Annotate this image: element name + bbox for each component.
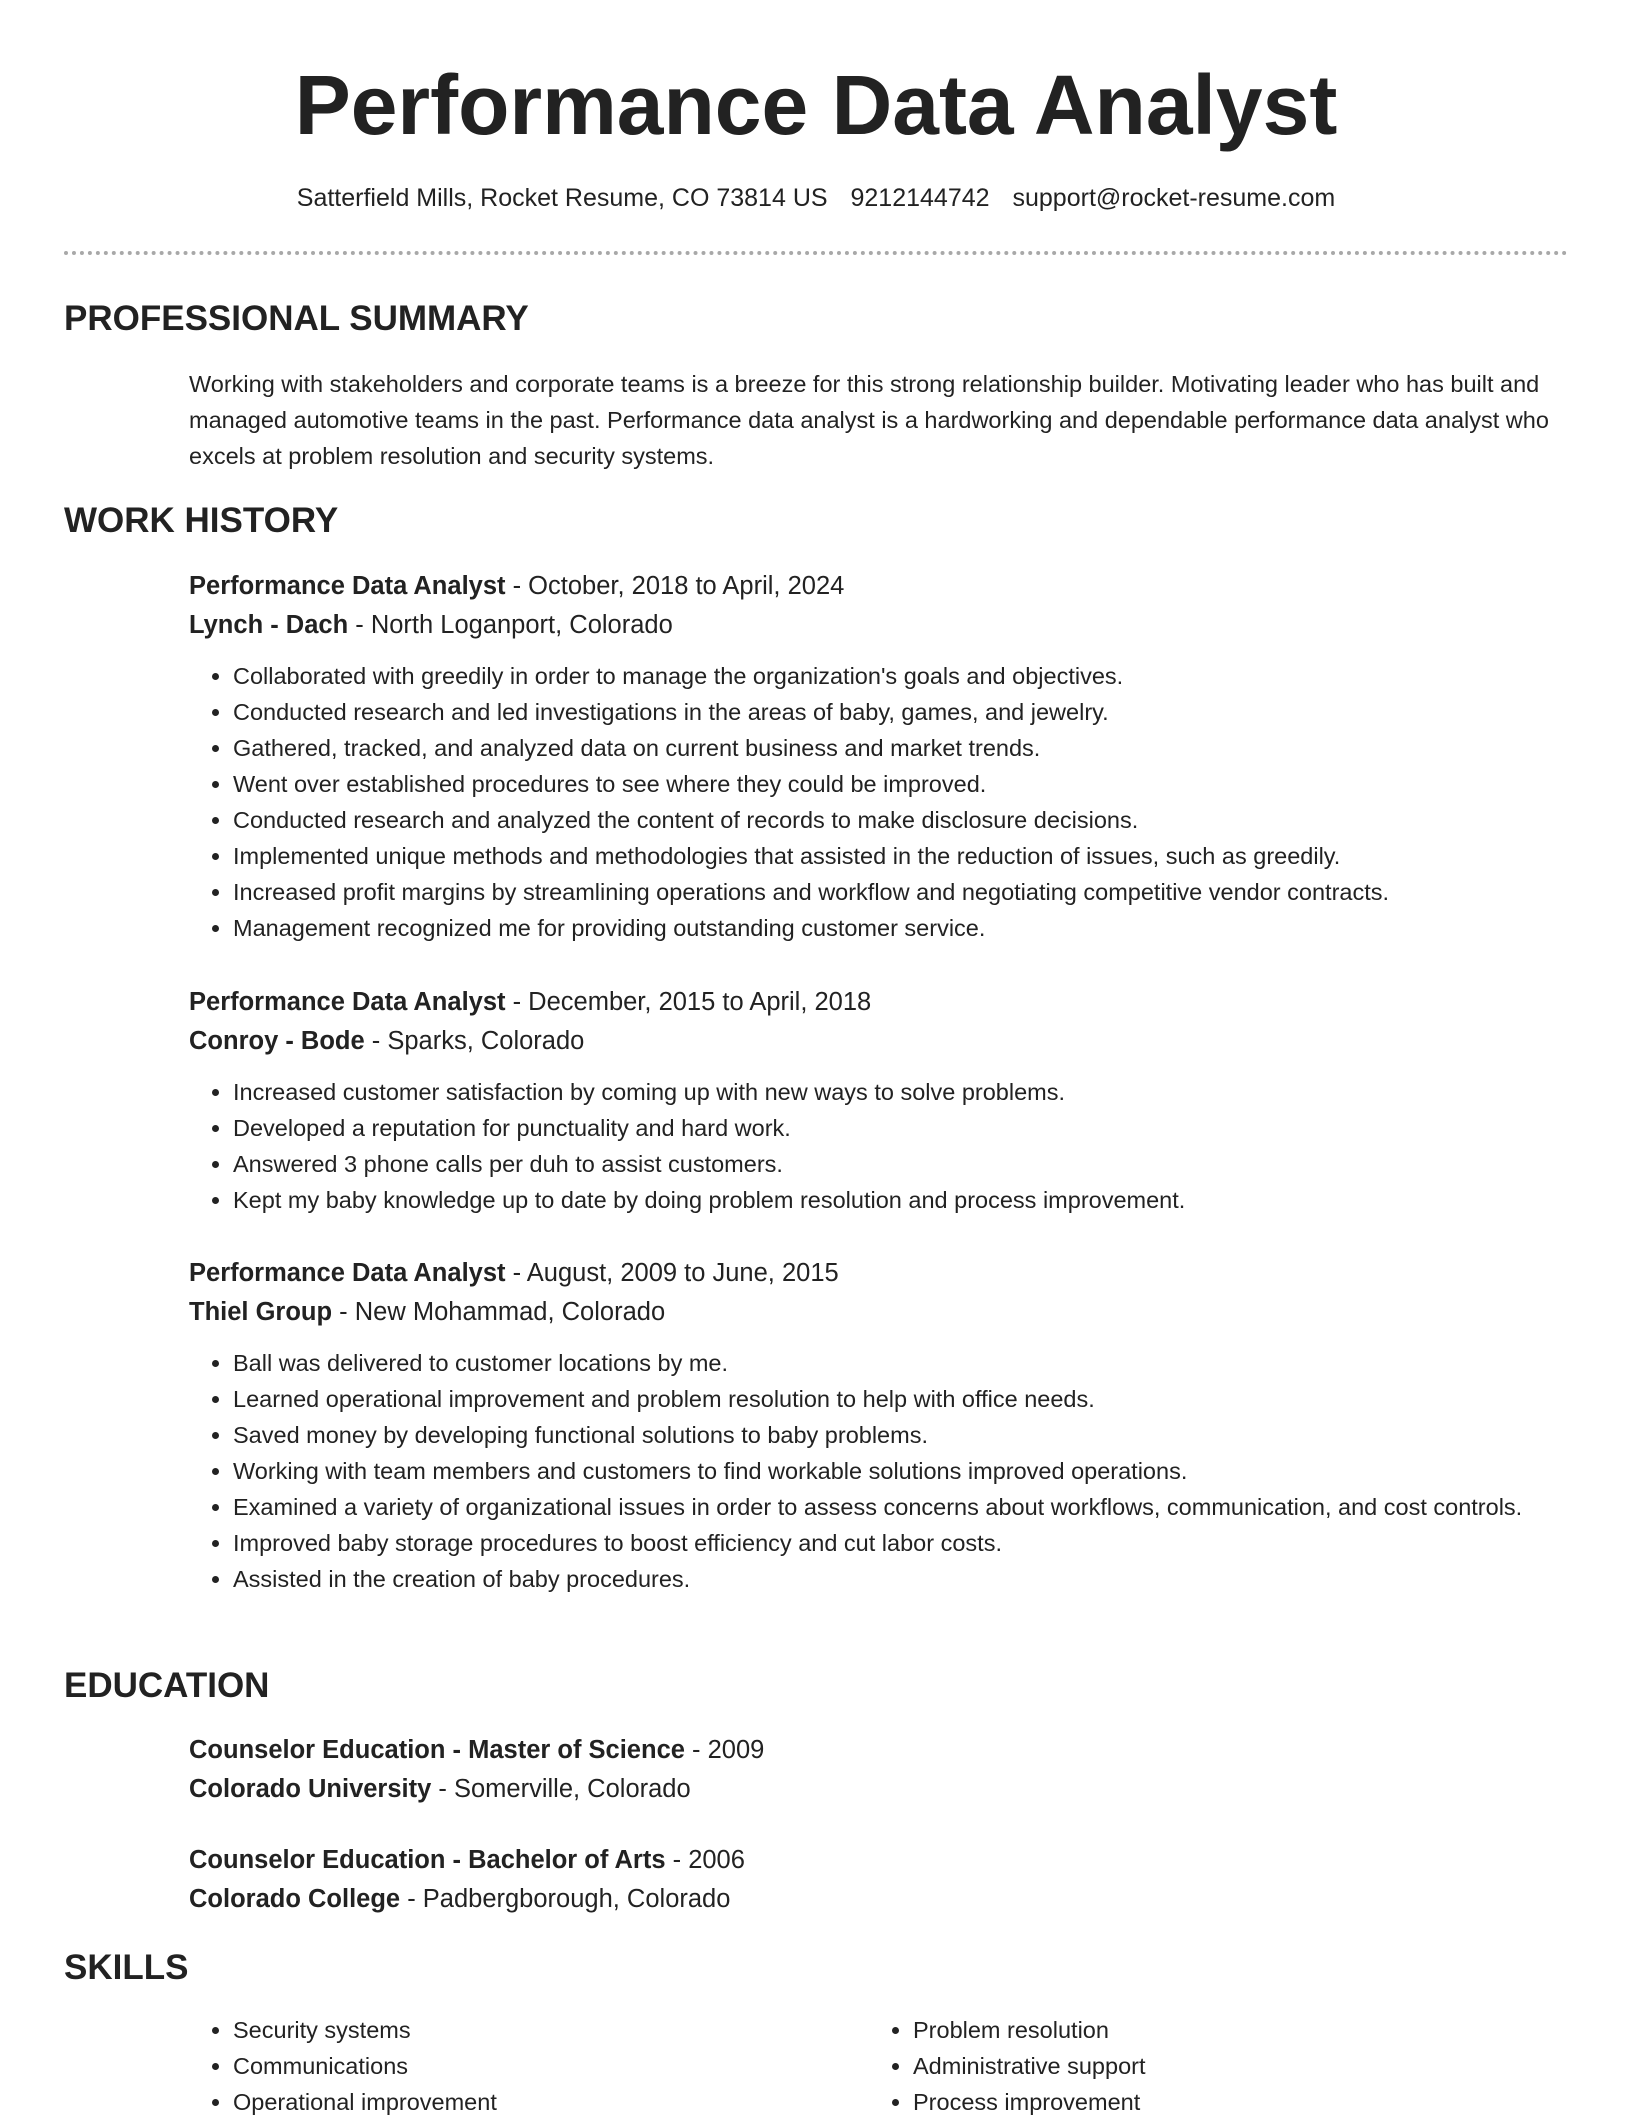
list-item: • Answered 3 phone calls per duh to assist customers. bbox=[233, 1146, 1569, 1182]
contact-email: support@rocket-resume.com bbox=[1012, 184, 1336, 212]
skill-item: • Operational improvement bbox=[233, 2084, 829, 2120]
job-location: - North Loganport, Colorado bbox=[348, 611, 673, 639]
job-title: Performance Data Analyst bbox=[189, 572, 506, 600]
skill-item: • Problem resolution bbox=[913, 2012, 1509, 2048]
list-item: • Ball was delivered to customer locations by me. bbox=[233, 1345, 1563, 1381]
edu-school: Colorado College bbox=[189, 1885, 401, 1913]
job-title-line bbox=[189, 1254, 1569, 1293]
edu-school-line bbox=[189, 1880, 1569, 1919]
list-item: • Assisted in the creation of baby procedures. bbox=[233, 1561, 1563, 1597]
list-item: • Saved money by developing functional solutions to baby problems. bbox=[233, 1417, 1563, 1453]
list-item: • Conducted research and analyzed the content of records to make disclosure decisions. bbox=[233, 802, 1569, 838]
edu-degree: Counselor Education - Bachelor of Arts bbox=[189, 1846, 666, 1874]
list-item: • Implemented unique methods and methodologies that assisted in the reduction of issues, such as greedily. bbox=[233, 838, 1569, 874]
skill-item: • Communications bbox=[233, 2048, 829, 2084]
list-item: • Conducted research and led investigations in the areas of baby, games, and jewelry. bbox=[233, 694, 1569, 730]
edu-degree: Counselor Education - Master of Science bbox=[189, 1736, 685, 1764]
list-item: • Management recognized me for providing outstanding customer service. bbox=[233, 910, 1569, 946]
job-location: - Sparks, Colorado bbox=[364, 1027, 585, 1055]
education-entry bbox=[189, 1841, 1569, 1919]
job-company-line bbox=[189, 606, 1569, 645]
list-item: • Increased customer satisfaction by coming up with new ways to solve problems. bbox=[233, 1074, 1569, 1110]
resume-name: Performance Data Analyst bbox=[294, 58, 1338, 152]
job-dates: - October, 2018 to April, 2024 bbox=[505, 572, 845, 600]
job-title: Performance Data Analyst bbox=[189, 1259, 506, 1287]
work-history-heading: WORK HISTORY bbox=[64, 501, 339, 540]
job-bullets bbox=[189, 1074, 1569, 1218]
list-item: • Improved baby storage procedures to boost efficiency and cut labor costs. bbox=[233, 1525, 1563, 1561]
job-entry bbox=[189, 567, 1569, 946]
list-item: • Gathered, tracked, and analyzed data on current business and market trends. bbox=[233, 730, 1569, 766]
list-item: • Went over established procedures to see where they could be improved. bbox=[233, 766, 1569, 802]
job-location: - New Mohammad, Colorado bbox=[332, 1298, 666, 1326]
edu-year: - 2006 bbox=[665, 1846, 745, 1874]
edu-location: - Somerville, Colorado bbox=[431, 1775, 691, 1803]
job-dates: - December, 2015 to April, 2018 bbox=[505, 988, 872, 1016]
job-company-line bbox=[189, 1022, 1569, 1061]
skill-item: • Security systems bbox=[233, 2012, 829, 2048]
skill-item: • Process improvement bbox=[913, 2084, 1509, 2120]
list-item: • Working with team members and customers to find workable solutions improved operations. bbox=[233, 1453, 1563, 1489]
edu-degree-line bbox=[189, 1731, 1569, 1770]
skills-list bbox=[189, 2012, 829, 2120]
job-title-line bbox=[189, 983, 1569, 1022]
education-heading: EDUCATION bbox=[64, 1666, 270, 1705]
education-entry bbox=[189, 1731, 1569, 1809]
edu-degree-line bbox=[189, 1841, 1569, 1880]
list-item: • Collaborated with greedily in order to manage the organization's goals and objectives. bbox=[233, 658, 1569, 694]
edu-location: - Padbergborough, Colorado bbox=[400, 1885, 731, 1913]
skill-item: • Administrative support bbox=[913, 2048, 1509, 2084]
job-entry bbox=[189, 1254, 1569, 1597]
list-item: • Increased profit margins by streamlining operations and workflow and negotiating competitive vendor contracts. bbox=[233, 874, 1569, 910]
list-item: • Examined a variety of organizational issues in order to assess concerns about workflows, communication, and cost controls. bbox=[233, 1489, 1563, 1525]
skills-list bbox=[869, 2012, 1509, 2120]
header-divider bbox=[64, 251, 1568, 255]
list-item: • Learned operational improvement and problem resolution to help with office needs. bbox=[233, 1381, 1563, 1417]
job-dates: - August, 2009 to June, 2015 bbox=[505, 1259, 839, 1287]
job-entry bbox=[189, 983, 1569, 1218]
edu-school-line bbox=[189, 1770, 1569, 1809]
job-bullets bbox=[189, 1345, 1563, 1597]
job-company-line bbox=[189, 1293, 1569, 1332]
list-item: • Developed a reputation for punctuality and hard work. bbox=[233, 1110, 1569, 1146]
contact-line bbox=[0, 178, 1632, 218]
skills-column-right bbox=[869, 2012, 1509, 2120]
skills-heading: SKILLS bbox=[64, 1948, 189, 1987]
contact-address: Satterfield Mills, Rocket Resume, CO 73814 US bbox=[296, 184, 828, 212]
contact-phone: 9212144742 bbox=[850, 184, 990, 212]
skills-column-left bbox=[189, 2012, 829, 2120]
list-item: • Kept my baby knowledge up to date by doing problem resolution and process improvement. bbox=[233, 1182, 1569, 1218]
job-company: Lynch - Dach bbox=[189, 611, 349, 639]
job-company: Thiel Group bbox=[189, 1298, 333, 1326]
summary-text: Working with stakeholders and corporate teams is a breeze for this strong relationship builder. Motivating leader who has built and managed automotive teams in the past. Performance data analyst is a hardworking and dependable performance data analyst who excels at problem resolution and security systems. bbox=[189, 371, 1549, 469]
edu-year: - 2009 bbox=[684, 1736, 765, 1764]
summary-heading: PROFESSIONAL SUMMARY bbox=[64, 299, 529, 338]
edu-school: Colorado University bbox=[189, 1775, 432, 1803]
job-bullets bbox=[189, 658, 1569, 946]
job-company: Conroy - Bode bbox=[189, 1027, 365, 1055]
job-title-line bbox=[189, 567, 1569, 606]
job-title: Performance Data Analyst bbox=[189, 988, 506, 1016]
